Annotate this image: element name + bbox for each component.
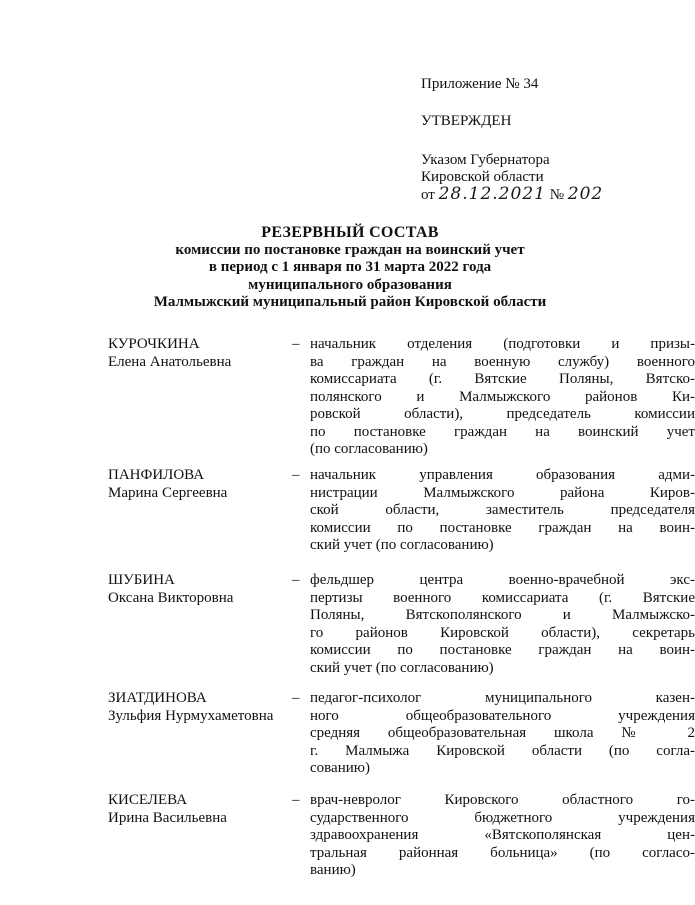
dash-separator: – bbox=[292, 467, 300, 483]
decree-date-line bbox=[421, 186, 621, 204]
position-line: ва граждан на военную службу) военного bbox=[310, 353, 695, 370]
title-line-5: Малмыжский муниципальный район Кировской области bbox=[153, 294, 547, 310]
member-surname: ШУБИНА bbox=[108, 572, 175, 588]
member-surname: ПАНФИЛОВА bbox=[108, 467, 205, 483]
member-given-name: Елена Анатольевна bbox=[108, 353, 232, 370]
title-line-2: комиссии по постановке граждан на воинский учет bbox=[175, 241, 525, 258]
position-line: ного общеобразовательного учреждения bbox=[310, 707, 695, 724]
position-line: сударственного бюджетного учреждения bbox=[310, 809, 695, 826]
dash-separator: – bbox=[292, 792, 300, 808]
appendix-label: Приложение № 34 bbox=[421, 76, 539, 92]
position-line: комиссии по постановке граждан на воин- bbox=[310, 519, 695, 536]
position-line: здравоохранения «Вятскополянская цен- bbox=[310, 827, 695, 843]
handwritten-number: 202 bbox=[567, 184, 604, 204]
position-line: (по согласованию) bbox=[310, 441, 428, 457]
position-line: пертизы военного комиссариата (г. Вятские bbox=[310, 589, 695, 606]
position-line: сованию) bbox=[310, 760, 370, 776]
position-line: врач-невролог Кировского областного го- bbox=[310, 792, 695, 808]
member-position bbox=[310, 467, 695, 555]
member-position bbox=[310, 690, 695, 778]
dash-separator: – bbox=[292, 690, 300, 706]
position-line: начальник управления образования адми- bbox=[310, 467, 695, 483]
handwritten-date: 28.12.2021 bbox=[438, 184, 546, 204]
position-line: ский учет (по согласованию) bbox=[310, 659, 494, 676]
member-name bbox=[108, 690, 288, 725]
position-line: комиссариата (г. Вятские Поляны, Вятско- bbox=[310, 371, 695, 387]
member-name bbox=[108, 467, 288, 502]
member-given-name: Ирина Васильевна bbox=[108, 809, 227, 826]
document-title bbox=[100, 224, 600, 312]
decree-line-2: Кировской области bbox=[421, 169, 544, 185]
position-line: фельдшер центра военно-врачебной экс- bbox=[310, 572, 695, 588]
from-label: от bbox=[421, 187, 435, 203]
position-line: ский учет (по согласованию) bbox=[310, 537, 494, 553]
approval-stamp bbox=[421, 76, 621, 204]
position-line: комиссии по постановке граждан на воин- bbox=[310, 642, 695, 658]
position-line: ской области, заместитель председателя bbox=[310, 502, 695, 518]
member-name bbox=[108, 572, 288, 607]
title-line-3: в период с 1 января по 31 марта 2022 года bbox=[208, 259, 492, 275]
position-line: г. Малмыжа Кировской области (по согла- bbox=[310, 742, 695, 759]
member-surname: ЗИАТДИНОВА bbox=[108, 690, 207, 706]
member-given-name: Оксана Викторовна bbox=[108, 589, 234, 606]
position-line: го районов Кировской области), секретарь bbox=[310, 624, 695, 641]
member-surname: КИСЕЛЕВА bbox=[108, 792, 188, 808]
position-line: тральная районная больница» (по согласо- bbox=[310, 844, 695, 861]
dash-separator: – bbox=[292, 336, 300, 352]
approved-label: УТВЕРЖДЕН bbox=[421, 113, 512, 129]
member-given-name: Марина Сергеевна bbox=[108, 484, 228, 501]
position-line: Поляны, Вятскополянского и Малмыжско- bbox=[310, 607, 695, 623]
member-surname: КУРОЧКИНА bbox=[108, 336, 200, 352]
position-line: по постановке граждан на воинский учет bbox=[310, 423, 695, 440]
position-line: педагог-психолог муниципального казен- bbox=[310, 690, 695, 706]
member-position bbox=[310, 792, 695, 880]
position-line: нистрации Малмыжского района Киров- bbox=[310, 484, 695, 501]
title-line-4: муниципального образования bbox=[248, 276, 452, 293]
number-label: № bbox=[549, 187, 565, 203]
title-main: РЕЗЕРВНЫЙ СОСТАВ bbox=[261, 224, 439, 241]
member-position bbox=[310, 336, 695, 459]
member-name bbox=[108, 336, 288, 371]
position-line: полянского и Малмыжского районов Ки- bbox=[310, 388, 695, 405]
dash-separator: – bbox=[292, 572, 300, 588]
position-line: средняя общеобразовательная школа № 2 bbox=[310, 725, 695, 741]
member-given-name: Зульфия Нурмухаметовна bbox=[108, 707, 274, 724]
position-line: ровской области), председатель комиссии bbox=[310, 406, 695, 422]
decree-line-1: Указом Губернатора bbox=[421, 152, 550, 168]
member-position bbox=[310, 572, 695, 677]
position-line: начальник отделения (подготовки и призы- bbox=[310, 336, 695, 352]
member-name bbox=[108, 792, 288, 827]
position-line: ванию) bbox=[310, 862, 356, 878]
